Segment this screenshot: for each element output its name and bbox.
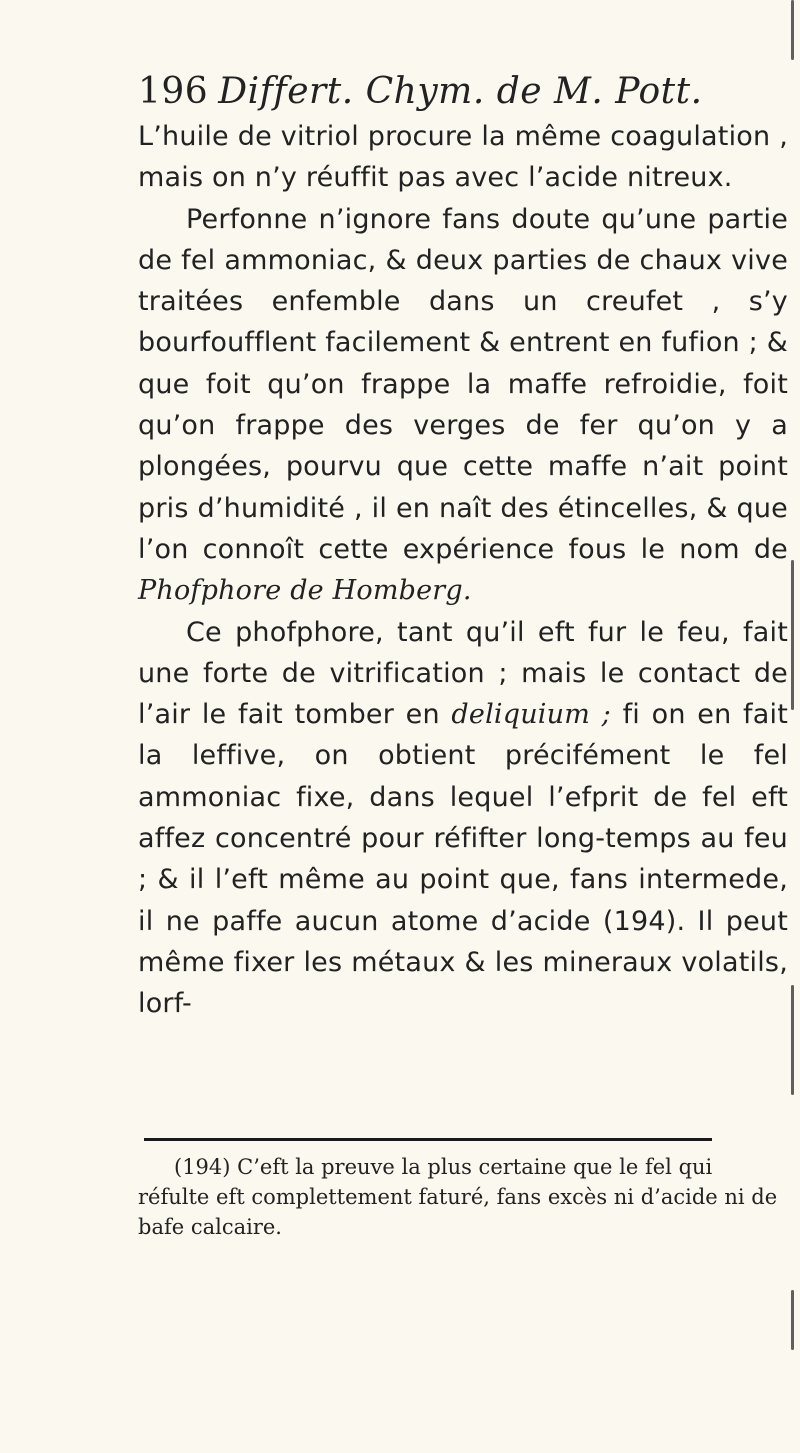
paragraph (138, 116, 788, 199)
text-run: Perfonne n’ignore fans doute qu’une partie de fel ammoniac, & deux parties de chaux vive traitées enfemble dans un creufet , s’y bourfoufflent facilement & entrent en fufion ; & que foit qu’on frappe la maffe refroidie, foit qu’on frappe des verges de fer qu’on y a plongées, pourvu que cette maffe n’ait point pris d’humidité , il en naît des étincelles, & que l’on connoît cette expérience fous le nom de (138, 203, 788, 565)
paragraph (138, 199, 788, 612)
italic-run: deliquium ; (451, 699, 611, 731)
footnote (138, 1152, 788, 1242)
page-edge-mark (791, 985, 794, 1095)
text-run: Ce phofphore, tant qu’il eft fur le feu, fait une forte de vitrification ; mais le contact de l’air le fait tomber en (138, 616, 788, 731)
running-header (138, 70, 703, 114)
page-edge-mark (791, 1290, 794, 1350)
text-run: fi on en fait la leffive, on obtient précifément le fel ammoniac fixe, dans lequel l’efprit de fel eft affez concentré pour réfifter long-temps au feu ; & il l’eft même au point que, fans intermede, il ne paffe aucun atome d’acide (194). Il peut même fixer les métaux & les mineraux volatils, lorf- (138, 699, 788, 1020)
paragraph (138, 612, 788, 1025)
running-title: Differt. Chym. de M. Pott. (218, 71, 703, 112)
main-text (138, 116, 788, 1025)
text-run: L’huile de vitriol procure la même coagulation , mais on n’y réuffit pas avec l’acide nitreux. (138, 121, 788, 194)
page-edge-mark (791, 560, 794, 710)
footnote-rule (144, 1138, 712, 1141)
footnote-text: (194) C’eft la preuve la plus certaine que le fel qui réfulte eft complettement faturé, fans excès ni d’acide ni de bafe calcaire. (138, 1155, 778, 1239)
page-number: 196 (138, 71, 209, 112)
italic-run: Phofphore de Homberg. (138, 575, 472, 607)
page-edge-mark (791, 0, 794, 60)
